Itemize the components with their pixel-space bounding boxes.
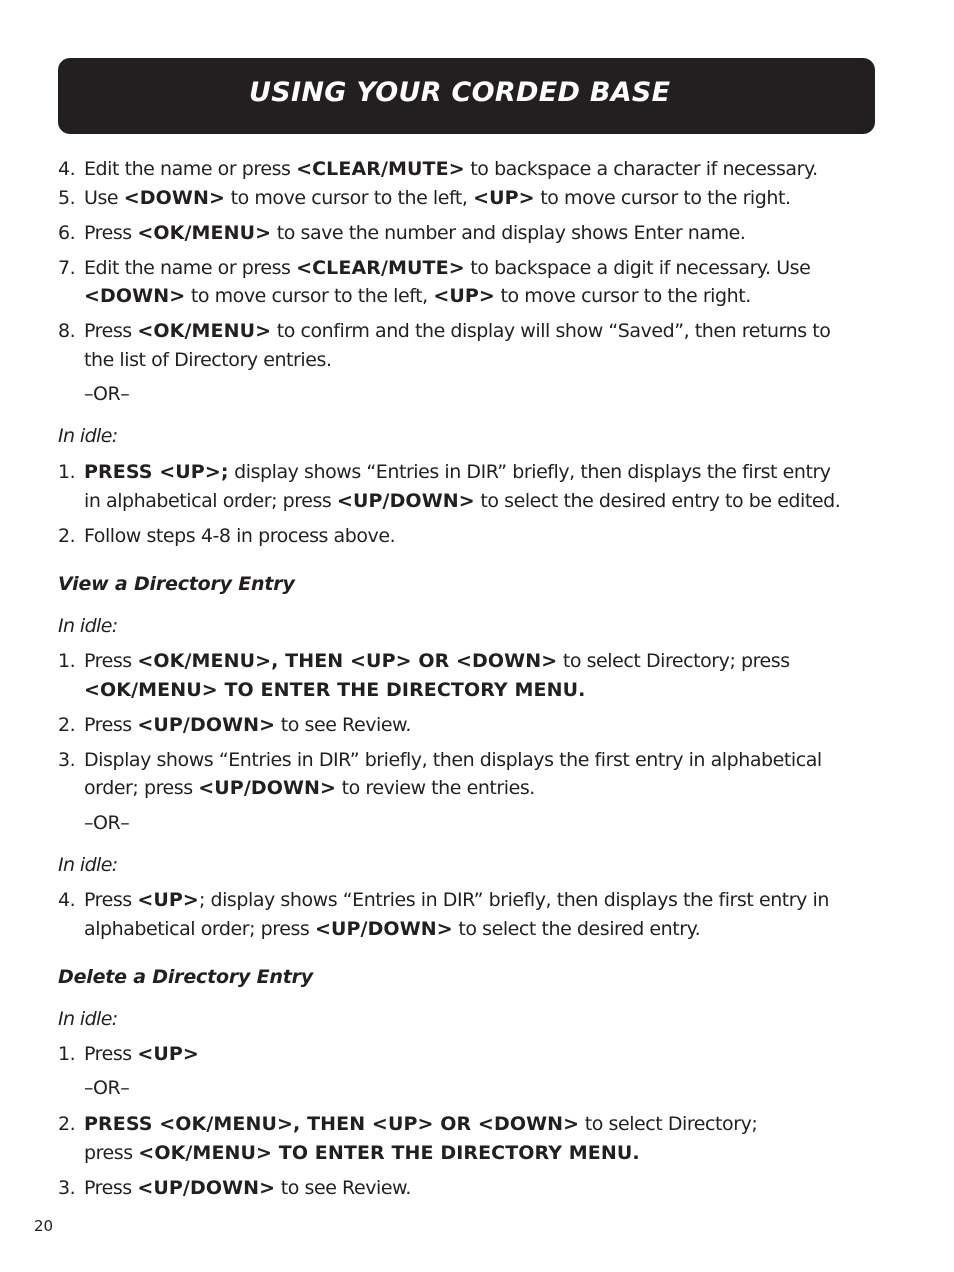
or-separator: –OR– — [84, 383, 130, 405]
section-heading-view: View a Directory Entry — [58, 573, 295, 595]
in-idle-label: In idle: — [58, 615, 118, 637]
in-idle-label: In idle: — [58, 425, 118, 447]
page-number: 20 — [34, 1217, 54, 1235]
in-idle-label: In idle: — [58, 1008, 118, 1030]
or-separator: –OR– — [84, 1077, 130, 1099]
section-banner — [58, 58, 875, 134]
section-heading-delete: Delete a Directory Entry — [58, 966, 313, 988]
in-idle-label: In idle: — [58, 854, 118, 876]
page-title: USING YOUR CORDED BASE — [249, 77, 671, 108]
or-separator: –OR– — [84, 812, 130, 834]
